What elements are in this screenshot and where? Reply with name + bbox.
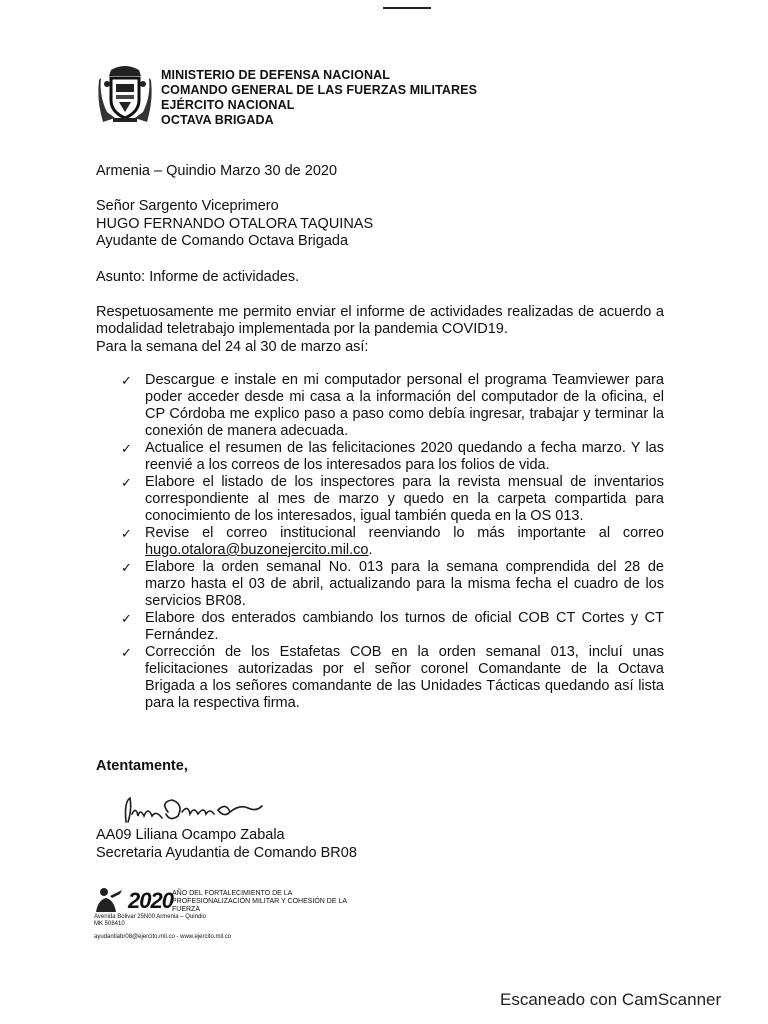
list-item: ✓ Actualice el resumen de las felicitaciones 2020 quedando a fecha marzo. Y las reenvié a los correos de los interesados para los folios de vida. — [121, 440, 664, 473]
checkmark-icon: ✓ — [121, 526, 132, 541]
intro-paragraph: Respetuosamente me permito enviar el informe de actividades realizadas de acuerdo a modalidad teletrabajo implementada por la pandemia COVID19. — [96, 304, 664, 337]
camscanner-watermark: Escaneado con CamScanner — [500, 990, 722, 1009]
list-item: ✓ Descargue e instale en mi computador personal el programa Teamviewer para poder acceder desde mi casa a la información del computador de la oficina, el CP Córdoba me explico paso a paso como debía ingresar, trabajar y terminar la conexión de manera adecuada. — [121, 372, 664, 439]
footer-address: Avenida Bolivar 25N00 Armenia – Quindio MK 508410 — [94, 914, 206, 927]
signer-position: Secretaria Ayudantia de Comando BR08 — [96, 845, 357, 861]
org-line: EJÉRCITO NACIONAL — [161, 98, 295, 112]
checkmark-icon: ✓ — [121, 475, 132, 490]
signer-name: AA09 Liliana Ocampo Zabala — [96, 827, 285, 843]
signer-block — [96, 826, 357, 862]
checkmark-icon: ✓ — [121, 441, 132, 456]
footer-logo — [94, 886, 124, 914]
activities-list — [118, 372, 664, 712]
handwritten-signature — [118, 794, 268, 826]
org-line: COMANDO GENERAL DE LAS FUERZAS MILITARES — [161, 83, 478, 97]
closing: Atentamente, — [96, 758, 188, 774]
checkmark-icon: ✓ — [121, 611, 132, 626]
org-line: OCTAVA BRIGADA — [161, 113, 274, 127]
list-item: ✓ Revise el correo institucional reenviando lo más importante al correo hugo.otalora@buzonejercito.mil.co. — [121, 525, 664, 558]
footer-contact: ayudantiabr08@ejercito.mil.co - www.ejercito.mil.co — [94, 934, 232, 940]
recipient-position: Ayudante de Comando Octava Brigada — [96, 233, 349, 249]
checkmark-icon: ✓ — [121, 373, 132, 388]
email-link[interactable]: hugo.otalora@buzonejercito.mil.co — [145, 542, 369, 558]
week-line: Para la semana del 24 al 30 de marzo así: — [96, 339, 369, 355]
list-item: ✓ Elabore la orden semanal No. 013 para la semana comprendida del 28 de marzo hasta el 03 de abril, actualizando para la misma fecha el cuadro de los servicios BR08. — [121, 559, 664, 609]
list-item: ✓ Elabore el listado de los inspectores para la revista mensual de inventarios correspondiente al mes de marzo y quedo en la carpeta compartida para conocimiento de los interesados, igual también queda en la OS 013. — [121, 474, 664, 524]
army-crest-logo — [97, 62, 153, 124]
recipient-name: HUGO FERNANDO OTALORA TAQUINAS — [96, 215, 374, 232]
footer-motto: AÑO DEL FORTALECIMIENTO DE LA PROFESIONALIZACIÓN MILITAR Y COHESIÓN DE LA FUERZA — [172, 890, 347, 913]
checkmark-icon: ✓ — [121, 645, 132, 660]
org-line: MINISTERIO DE DEFENSA NACIONAL — [161, 68, 390, 82]
footer-year: 2020 — [128, 888, 173, 913]
scan-top-line — [383, 7, 431, 9]
list-item: ✓ Elabore dos enterados cambiando los turnos de oficial COB CT Cortes y CT Fernández. — [121, 610, 664, 643]
recipient-block — [96, 198, 373, 251]
checkmark-icon: ✓ — [121, 560, 132, 575]
subject-line: Asunto: Informe de actividades. — [96, 269, 300, 285]
list-item: ✓ Corrección de los Estafetas COB en la orden semanal 013, incluí unas felicitaciones autorizadas por el señor coronel Comandante de la Octava Brigada a los señores comandante de las Unidades Tácticas quedando así lista para la respectiva firma. — [121, 644, 664, 711]
organization-header — [161, 68, 477, 128]
recipient-rank: Señor Sargento Viceprimero — [96, 198, 279, 214]
place-date: Armenia – Quindio Marzo 30 de 2020 — [96, 163, 338, 179]
